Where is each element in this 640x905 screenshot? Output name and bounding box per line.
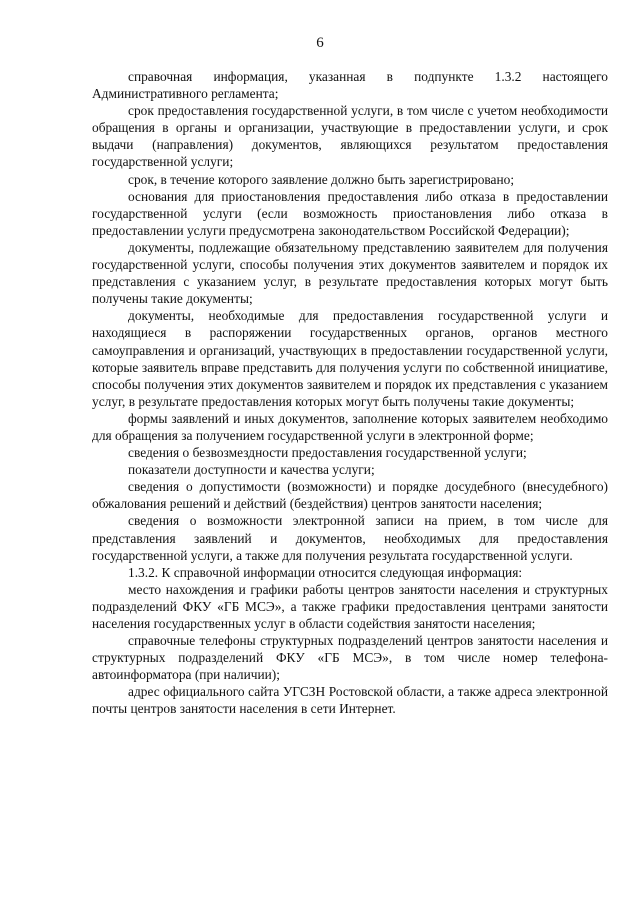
paragraph-mandatory-documents: документы, подлежащие обязательному представлению заявителем для получения государственной услуги, способы получения этих документов заявителем и порядок их представления с указанием услуг, в результате предоставления которых могут быть получены такие документы; (92, 239, 608, 307)
page-number: 6 (316, 35, 324, 51)
paragraph-appeal-procedure: сведения о допустимости (возможности) и порядке досудебного (внесудебного) обжалования решений и действий (бездействия) центров занятости населения; (92, 479, 608, 512)
paragraph-reference-info: справочная информация, указанная в подпункте 1.3.2 настоящего Административного регламента; (92, 69, 608, 102)
paragraph-service-term: срок предоставления государственной услуги, в том числе с учетом необходимости обращения в органы и организации, участвующие в предоставлении услуги, и срок выдачи (направления) документов, являющихся результатом предоставления государственной услуги; (92, 103, 608, 170)
paragraph-free-of-charge: сведения о безвозмездности предоставления государственной услуги; (128, 445, 527, 461)
paragraph-quality-indicators: показатели доступности и качества услуги; (128, 462, 375, 478)
paragraph-optional-documents: документы, необходимые для предоставления государственной услуги и находящиеся в распоряжении государственных органов, органов местного самоуправления и организаций, участвующих в предоставлении государственной услуги, которые заявитель вправе представить для получения услуги по собственной инициативе, способы получения этих документов заявителем и порядок их представления с указанием услуг, в результате предоставления которых могут быть получены такие документы; (92, 308, 608, 409)
paragraph-electronic-appointment: сведения о возможности электронной записи на прием, в том числе для представления заявлений и документов, необходимых для предоставления государственной услуги, а также для получения результата государственной услуги. (92, 513, 608, 563)
paragraph-application-forms: формы заявлений и иных документов, заполнение которых заявителем необходимо для обращения за получением государственной услуги в электронной форме; (92, 410, 608, 443)
paragraph-reference-phones: справочные телефоны структурных подразделений центров занятости населения и структурных подразделений ФКУ «ГБ МСЭ», в том числе номер телефона-автоинформатора (при наличии); (92, 633, 608, 683)
paragraph-section-1-3-2: 1.3.2. К справочной информации относится следующая информация: (128, 564, 523, 580)
document-body (92, 68, 608, 718)
paragraph-registration-term: срок, в течение которого заявление должно быть зарегистрировано; (128, 171, 515, 187)
paragraph-locations-schedules: место нахождения и графики работы центров занятости населения и структурных подразделений ФКУ «ГБ МСЭ», а также графики предоставления центрами занятости населения государственных услуг в области содействия занятости населения; (92, 581, 608, 631)
paragraph-suspension-grounds: основания для приостановления предоставления либо отказа в предоставлении государственной услуги (если возможность приостановления либо отказа в предоставлении услуги предусмотрена законодательством Российской Федерации); (92, 188, 608, 238)
paragraph-website-emails: адрес официального сайта УГСЗН Ростовской области, а также адреса электронной почты центров занятости населения в сети Интернет. (92, 684, 608, 717)
